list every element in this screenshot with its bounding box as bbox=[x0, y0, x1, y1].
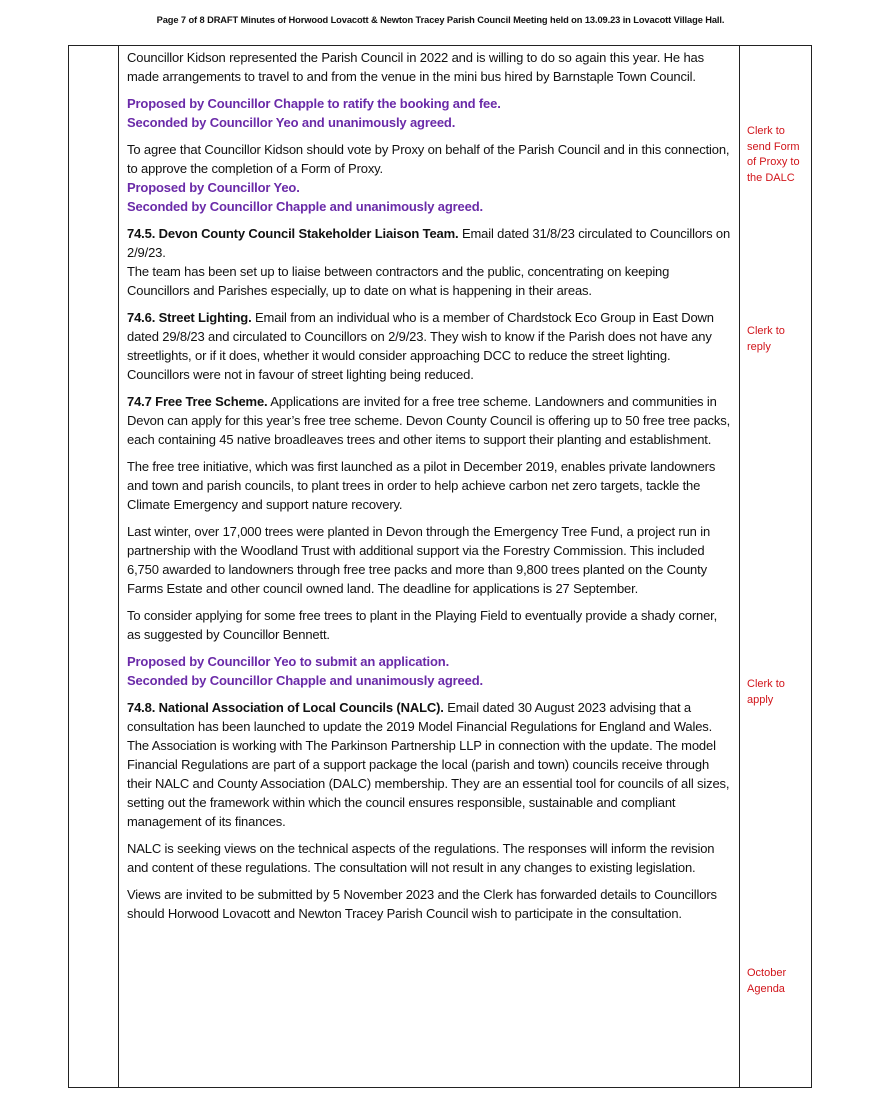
action-october-agenda: October Agenda bbox=[747, 967, 787, 995]
section-text: Email dated 30 August 2023 advising that a consultation has been launched to update the 2019 Model Financial Regulations for England and Wales. bbox=[127, 700, 713, 734]
proposal-line: Proposed by Councillor Yeo to submit an application. bbox=[127, 654, 450, 669]
section-heading: 74.8. National Association of Local Councils (NALC). bbox=[127, 700, 444, 715]
section-text: The Association is working with The Parkinson Partnership LLP in connection with the update. The model Financial Regulations are part of a support package the local (parish and town) councils receive through their NALC and County Association (DALC) membership. They are an essential tool for councils of all sizes, setting out the framework within which the council ensures responsible, sustainable and compliant management of its finances. bbox=[127, 738, 730, 829]
section-74-7 bbox=[127, 392, 732, 449]
section-text: Email dated 31/8/23 circulated to Councillors on 2/9/23. bbox=[127, 226, 731, 260]
proposal-line: Proposed by Councillor Chapple to ratify the booking and fee. bbox=[127, 96, 501, 111]
section-74-5 bbox=[127, 224, 732, 300]
paragraph-free-tree-initiative: The free tree initiative, which was first launched as a pilot in December 2019, enables private landowners and town and parish councils, to plant trees in order to help achieve carbon net zero targets, tackle the Climate Emergency and support nature recovery. bbox=[127, 459, 716, 512]
proposal-proxy bbox=[127, 178, 732, 216]
section-text: Applications are invited for a free tree scheme. Landowners and communities in Devon can apply for this year’s free tree scheme. Devon County Council is offering up to 50 free tree packs, each containing 45 native broadleaves trees and other items to support their planting and establishment. bbox=[127, 394, 731, 447]
action-apply: Clerk to apply bbox=[747, 678, 785, 706]
section-heading: 74.6. Street Lighting. bbox=[127, 310, 252, 325]
action-reply: Clerk to reply bbox=[747, 325, 785, 353]
section-text: The team has been set up to liaise between contractors and the public, concentrating on keeping Councillors and Parishes especially, up to date on what is happening in their areas. bbox=[127, 264, 670, 298]
section-74-6 bbox=[127, 308, 732, 384]
section-74-8 bbox=[127, 698, 732, 831]
section-heading: 74.7 Free Tree Scheme. bbox=[127, 394, 268, 409]
minutes-body bbox=[127, 48, 732, 931]
paragraph-kidson-representation: Councillor Kidson represented the Parish Council in 2022 and is willing to do so again this year. He has made arrangements to travel to and from the venue in the mini bus hired by Barnstaple Town Council. bbox=[127, 50, 704, 84]
proposal-tree-application bbox=[127, 652, 732, 690]
proposal-ratify-booking bbox=[127, 94, 732, 132]
paragraph-emergency-tree-fund: Last winter, over 17,000 trees were planted in Devon through the Emergency Tree Fund, a project run in partnership with the Woodland Trust with additional support via the Forestry Commission. This included 6,750 awarded to landowners through free tree packs and more than 9,800 trees planted on the County Farms Estate and other council owned land. The deadline for applications is 27 September. bbox=[127, 524, 711, 596]
column-divider-right bbox=[739, 46, 740, 1087]
seconded-line: Seconded by Councillor Yeo and unanimously agreed. bbox=[127, 115, 456, 130]
seconded-line: Seconded by Councillor Chapple and unanimously agreed. bbox=[127, 199, 483, 214]
paragraph-consultation-deadline: Views are invited to be submitted by 5 November 2023 and the Clerk has forwarded details to Councillors should Horwood Lovacott and Newton Tracey Parish Council wish to participate in the consultation. bbox=[127, 887, 717, 921]
action-send-proxy-form: Clerk to send Form of Proxy to the DALC bbox=[747, 125, 800, 184]
section-text: Councillors were not in favour of street lighting being reduced. bbox=[127, 367, 474, 382]
section-heading: 74.5. Devon County Council Stakeholder Liaison Team. bbox=[127, 226, 459, 241]
paragraph-playing-field-trees: To consider applying for some free trees to plant in the Playing Field to eventually provide a shady corner, as suggested by Councillor Bennett. bbox=[127, 608, 718, 642]
column-divider-left bbox=[118, 46, 119, 1087]
page-header: Page 7 of 8 DRAFT Minutes of Horwood Lovacott & Newton Tracey Parish Council Meeting held on 13.09.23 in Lovacott Village Hall. bbox=[156, 15, 725, 25]
proposal-line: Proposed by Councillor Yeo. bbox=[127, 180, 300, 195]
seconded-line: Seconded by Councillor Chapple and unanimously agreed. bbox=[127, 673, 483, 688]
paragraph-proxy-vote: To agree that Councillor Kidson should vote by Proxy on behalf of the Parish Council and in this connection, to approve the completion of a Form of Proxy. bbox=[127, 142, 730, 176]
paragraph-nalc-views: NALC is seeking views on the technical aspects of the regulations. The responses will inform the revision and content of these regulations. The consultation will not result in any changes to existing legislation. bbox=[127, 841, 715, 875]
section-text: Email from an individual who is a member of Chardstock Eco Group in East Down dated 29/8/23 and circulated to Councillors on 2/9/23. They wish to know if the Parish does not have any streetlights, or if it does, whether it would consider approaching DCC to reduce the street lighting. bbox=[127, 310, 714, 363]
